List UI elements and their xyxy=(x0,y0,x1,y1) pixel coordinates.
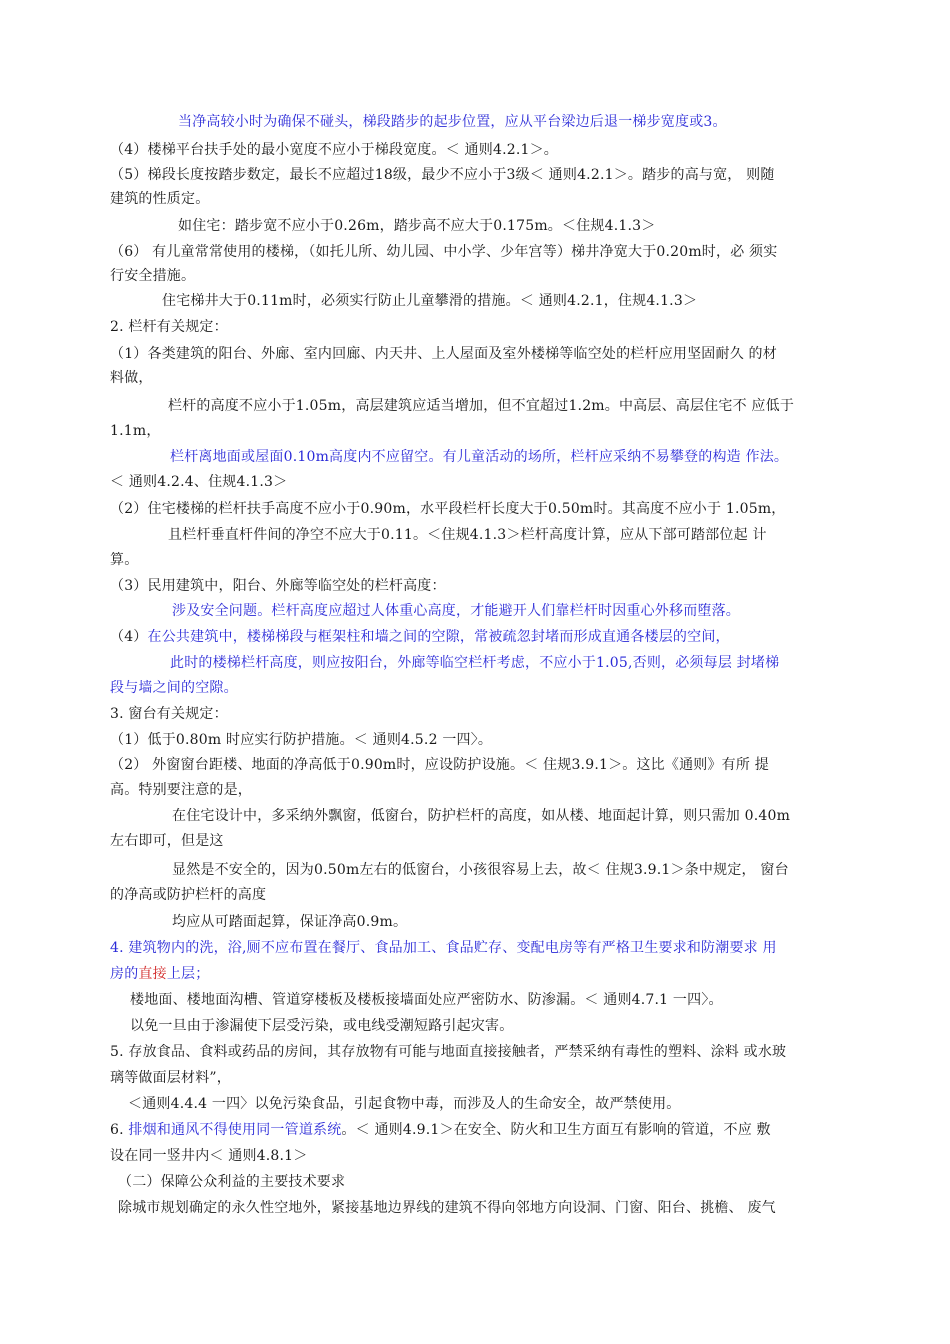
text-line-15: ＜ 通则4.2.4、住规4.1.3＞ xyxy=(110,474,288,490)
text-line-10: （1）各类建筑的阳台、外廊、室内回廊、内天井、上人屋面及室外楼梯等临空处的栏杆应用坚固耐久 的材 xyxy=(110,346,777,362)
text-line-4: 建筑的性质定。 xyxy=(110,191,210,207)
text-line-43: 除城市规划确定的永久性空地外，紧接基地边界线的建筑不得向邻地方向设洞、门窗、阳台、挑檐、 废气 xyxy=(118,1200,776,1216)
text-line-3: （5）梯段长度按踏步数定，最长不应超过18级，最少不应小于3级＜ 通则4.2.1＞。踏步的高与宽， 则随 xyxy=(110,167,775,183)
text-line-14: 栏杆离地面或屋面0.10m高度内不应留空。有儿童活动的场所，栏杆应采纳不易攀登的构造 作法。 xyxy=(170,449,789,465)
text-line-38: 璃等做面层材料”， xyxy=(110,1070,231,1086)
text-line-30: 显然是不安全的，因为0.50m左右的低窗台，小孩很容易上去，故＜ 住规3.9.1＞条中规定， 窗台 xyxy=(172,862,789,878)
text-line-22: 此时的楼梯栏杆高度，则应按阳台，外廊等临空栏杆考虑，不应小于1.05,否则，必须每层 封堵梯 xyxy=(170,655,780,671)
text-line-5: 如住宅：踏步宽不应小于0.26m，踏步高不应大于0.175m。＜住规4.1.3＞ xyxy=(178,218,656,234)
text-line-8: 住宅梯井大于0.11m时，必须实行防止儿童攀滑的措施。＜ 通则4.2.1，住规4.1.3＞ xyxy=(162,293,698,309)
text-line-40-prefix: 6. xyxy=(110,1122,129,1138)
text-line-27: 高。特别要注意的是， xyxy=(110,782,252,798)
text-line-36: 以免一旦由于渗漏使下层受污染，或电线受潮短路引起灾害。 xyxy=(130,1018,514,1034)
text-line-17: 且栏杆垂直杆件间的净空不应大于0.11。＜住规4.1.3＞栏杆高度计算，应从下部可踏部位起 计 xyxy=(168,527,767,543)
section-heading-5: 5. 存放食品、食料或药品的房间，其存放物有可能与地面直接接触者，严禁采纳有毒性的塑料、涂料 或水玻 xyxy=(110,1044,787,1060)
text-line-21-body: 在公共建筑中，楼梯梯段与框架柱和墙之间的空隙，常被疏忽封堵而形成直通各楼层的空间， xyxy=(147,629,730,645)
text-line-26: （2） 外窗窗台距楼、地面的净高低于0.90m时，应设防护设施。＜ 住规3.9.1＞。这比《通则》有所 提 xyxy=(110,757,769,773)
text-line-34-a: 房的 xyxy=(110,966,139,982)
text-line-32: 均应从可踏面起算，保证净高0.9m。 xyxy=(172,914,408,930)
text-line-2: （4）楼梯平台扶手处的最小宽度不应小于梯段宽度。＜ 通则4.2.1＞。 xyxy=(110,142,558,158)
text-line-34-highlight: 直接 xyxy=(138,966,167,982)
text-line-34 xyxy=(110,964,209,984)
text-line-29: 左右即可，但是这 xyxy=(110,833,224,849)
text-line-31: 的净高或防护栏杆的高度 xyxy=(110,887,267,903)
text-line-19: （3）民用建筑中，阳台、外廊等临空处的栏杆高度： xyxy=(110,578,446,594)
section-heading-b: （二）保障公众利益的主要技术要求 xyxy=(118,1174,346,1190)
text-line-21-prefix: （4） xyxy=(110,629,148,645)
text-line-40-highlight: 排烟和通风不得使用同一管道系统 xyxy=(128,1122,342,1138)
text-line-21 xyxy=(110,627,730,647)
text-line-23: 段与墙之间的空隙。 xyxy=(110,680,238,696)
text-line-13: 1.1m， xyxy=(110,423,161,439)
text-line-16: （2）住宅楼梯的栏杆扶手高度不应小于0.90m，水平段栏杆长度大于0.50m时。其高度不应小于 1.05m， xyxy=(110,501,786,517)
text-line-41: 设在同一竖井内＜ 通则4.8.1＞ xyxy=(110,1148,308,1164)
text-line-12: 栏杆的高度不应小于1.05m，高层建筑应适当增加，但不宜超过1.2m。中高层、高层住宅不 应低于 xyxy=(168,398,795,414)
text-line-6: （6） 有儿童常常使用的楼梯，（如托儿所、幼儿园、中小学、少年宫等）梯井净宽大于0.20m时，必 须实 xyxy=(110,244,778,260)
section-heading-6 xyxy=(110,1120,771,1140)
text-line-34-c: 上层； xyxy=(166,966,210,982)
section-heading-3: 3. 窗台有关规定： xyxy=(110,706,228,722)
text-line-20: 涉及安全问题。栏杆高度应超过人体重心高度，才能避开人们靠栏杆时因重心外移而堕落。 xyxy=(172,603,740,619)
text-line-40-rest: 。＜ 通则4.9.1＞在安全、防火和卫生方面互有影响的管道，不应 敷 xyxy=(341,1122,771,1138)
text-line-39: ＜通则4.4.4 一四〉以免污染食品，引起食物中毒，而涉及人的生命安全，故严禁使用。 xyxy=(128,1096,681,1112)
text-line-1: 当净高较小时为确保不碰头，梯段踏步的起步位置，应从平台梁边后退一梯步宽度或3。 xyxy=(178,114,727,130)
text-line-11: 料做， xyxy=(110,370,153,386)
text-line-18: 算。 xyxy=(110,552,139,568)
text-line-28: 在住宅设计中，多采纳外飘窗，低窗台，防护栏杆的高度，如从楼、地面起计算，则只需加 0.40m xyxy=(172,808,791,824)
text-line-7: 行安全措施。 xyxy=(110,268,196,284)
section-heading-4: 4. 建筑物内的洗，浴,厕不应布置在餐厅、食品加工、食品贮存、变配电房等有严格卫生要求和防潮要求 用 xyxy=(110,940,777,956)
section-heading-2: 2. 栏杆有关规定： xyxy=(110,319,228,335)
text-line-35: 楼地面、楼地面沟槽、管道穿楼板及楼板接墙面处应严密防水、防渗漏。＜ 通则4.7.1 一四〉。 xyxy=(130,992,723,1008)
text-line-25: （1）低于0.80m 时应实行防护措施。＜ 通则4.5.2 一四〉。 xyxy=(110,732,493,748)
